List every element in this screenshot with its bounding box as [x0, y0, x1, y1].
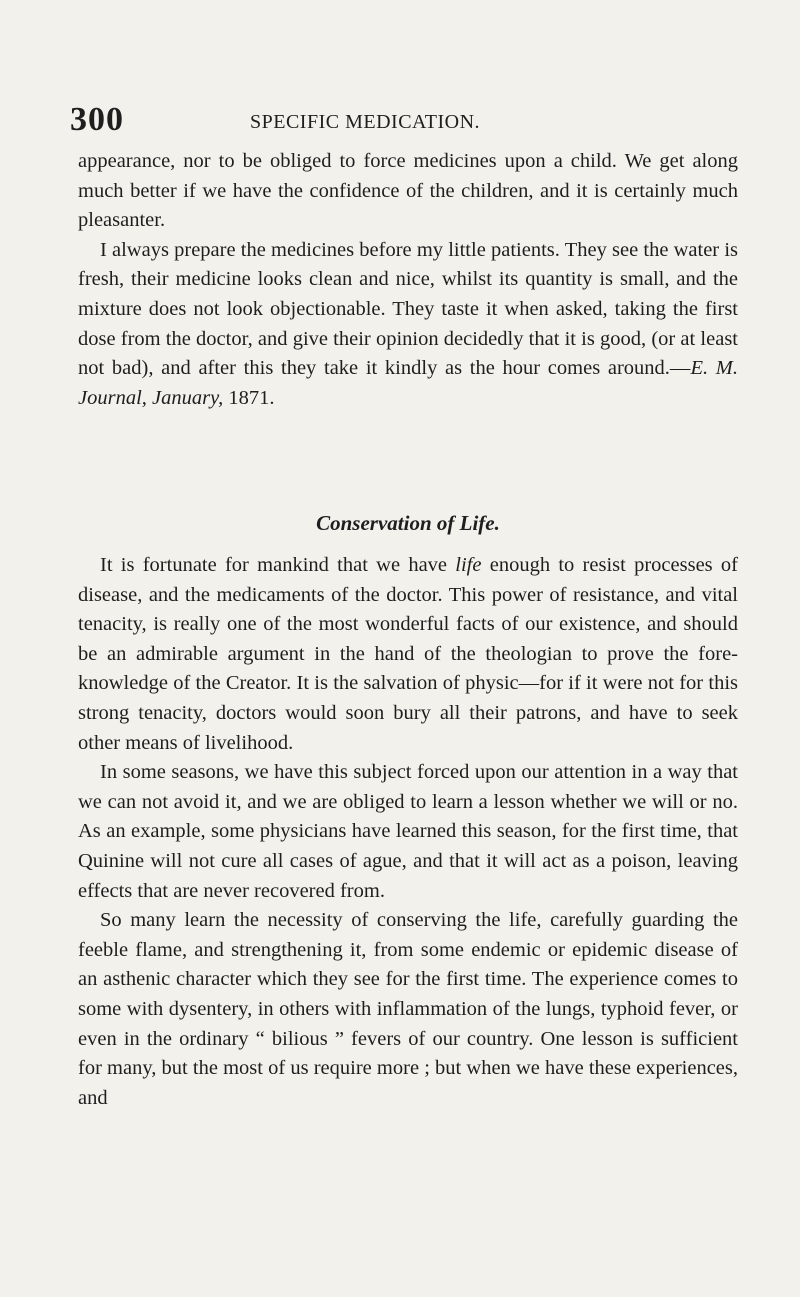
- citation: E. M. Journal, January,: [78, 357, 738, 409]
- paragraph-conserving: So many learn the necessity of conserving the life, carefully guarding the feeble flame, and strengthening it, from some endemic or epidemic disease of an asthenic character which they see for the first time. The experience comes to some with dysentery, in others with inflammation of the lungs, typhoid fever, or even in the ordinary “ bilious ” fevers of our country. One lesson is sufficient for many, but the most of us require more ; but when we have these experiences, and: [78, 909, 738, 1109]
- paragraph-fortunate: [78, 551, 738, 758]
- paragraph-seasons: In some seasons, we have this subject forced upon our attention in a way that we can not avoid it, and we are obliged to learn a lesson whether we will or no. As an example, some physicians have learned this season, for the first time, that Quinine will not cure all cases of ague, and that it will act as a poison, leaving effects that are never recovered from.: [78, 761, 738, 902]
- paragraph-text: It is fortunate for mankind that we have: [100, 554, 456, 576]
- running-head: SPECIFIC MEDICATION.: [250, 111, 481, 133]
- paragraph-continuation: appearance, nor to be obliged to force medicines upon a child. We get along much better if we have the confidence of the children, and it is certainly much pleasanter.: [78, 150, 738, 232]
- page-number: 300: [70, 101, 124, 138]
- text-block-top: [78, 147, 738, 413]
- text-block-bottom: [78, 551, 738, 1113]
- paragraph-text: enough to resist processes of disease, and the medicaments of the doctor. This power of resistance, and vital tenacity, is really one of the most wonderful facts of our existence, and should be an admirable argument in the hand of the theologian to prove the fore-knowledge of the Creator. It is the salvation of physic—for if it were not for this strong tenacity, doctors would soon bury all their patrons, and have to seek other means of livelihood.: [78, 554, 738, 754]
- paragraph-medicines: [78, 236, 738, 414]
- page-header: [70, 100, 730, 140]
- section-title: Conservation of Life.: [316, 511, 500, 535]
- citation-year: 1871.: [223, 386, 275, 409]
- paragraph-text: I always prepare the medicines before my little patients. They see the water is fresh, their medicine looks clean and nice, whilst its quantity is small, and the mixture does not look objectionable. They taste it when asked, taking the first dose from the doctor, and give their opinion decidedly that it is good, (or at least not bad), and after this they take it kindly as the hour comes around.—: [78, 238, 738, 380]
- emphasis-life: life: [455, 554, 482, 576]
